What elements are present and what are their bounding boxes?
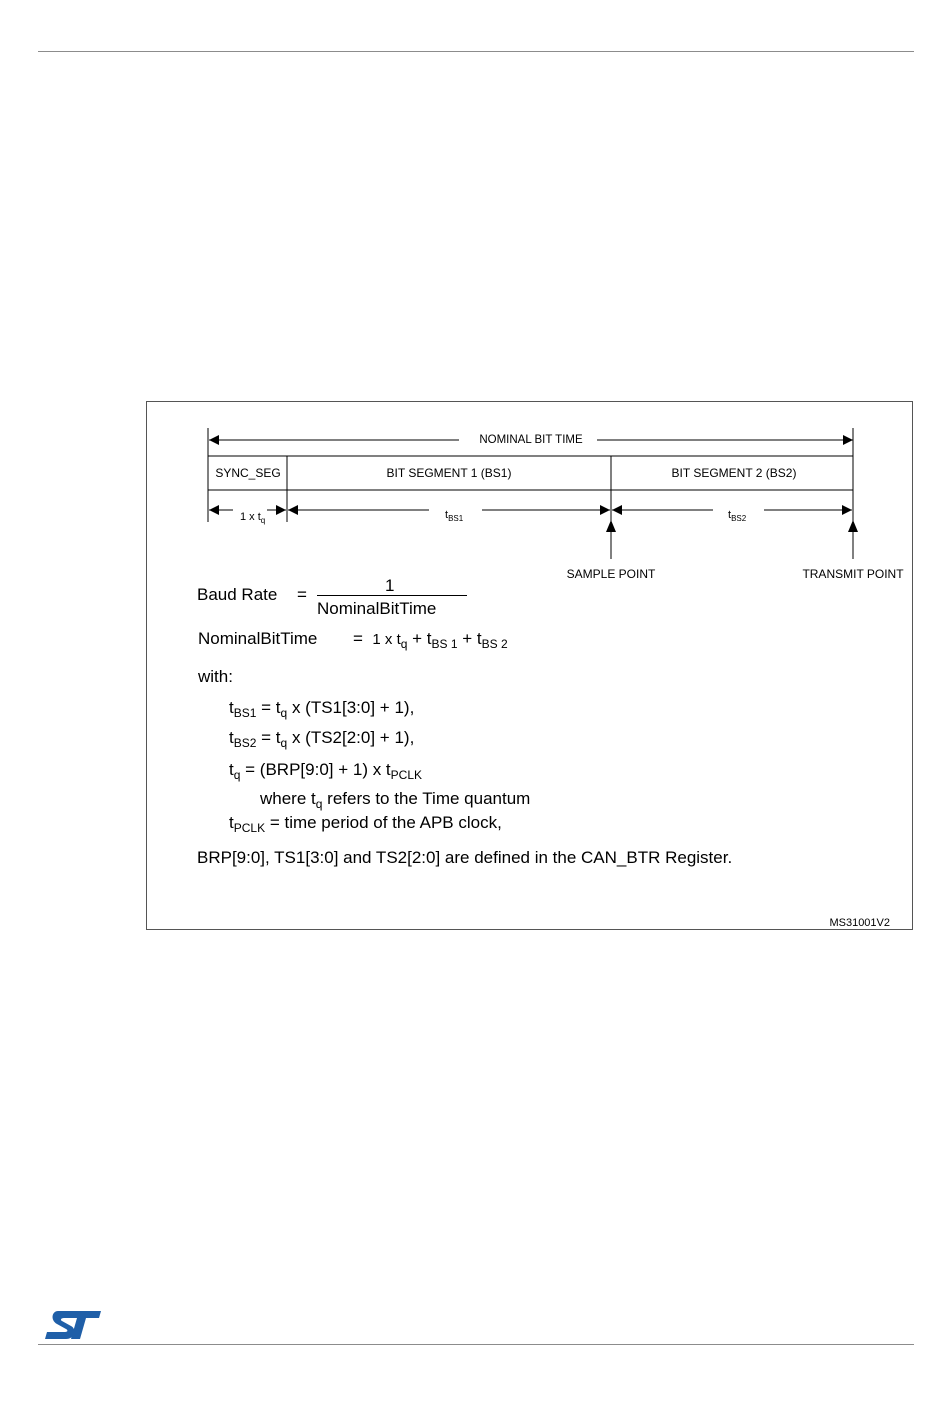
sample-point-arrow: [606, 520, 616, 559]
tq-equation: $t_q$ = (BRP[9:0] + 1) x $t_{PCLK}$: [229, 760, 423, 782]
baud-rate-denominator: NominalBitTime: [317, 599, 437, 618]
top-rule: [38, 51, 914, 52]
nbt-label: NominalBitTime: [198, 629, 318, 648]
nominal-arrow-right-icon: [843, 435, 853, 445]
bs2-label: BIT SEGMENT 2 (BS2): [671, 466, 797, 480]
nbt-equation: = 1 x $t_q + t_{BS 1} + t_{BS 2}$: [353, 629, 508, 651]
baud-rate-fraction-bar: [317, 595, 467, 596]
bit-timing-diagram: [147, 402, 912, 602]
nominal-arrow-left-icon: [209, 435, 219, 445]
bs2-duration-label: $t_{BS2}$: [728, 509, 747, 523]
tbs1-equation: $t_{BS1} = t_q$ x (TS1[3:0] + 1),: [229, 698, 415, 720]
tbs2-equation: $t_{BS2} = t_q$ x (TS2[2:0] + 1),: [229, 728, 415, 750]
sample-point-label: SAMPLE POINT: [566, 567, 656, 581]
baud-rate-equals: =: [297, 585, 307, 604]
baud-rate-label: Baud Rate: [197, 585, 278, 604]
sync-duration-label: 1 x $t_q$: [240, 511, 266, 525]
sync-seg-label: SYNC_SEG: [215, 466, 281, 480]
figure-code: MS31001V2: [829, 917, 890, 929]
with-label: with:: [198, 667, 233, 686]
baud-rate-numerator: 1: [385, 576, 395, 595]
bs1-label: BIT SEGMENT 1 (BS1): [386, 466, 512, 480]
figure-frame: [146, 401, 913, 930]
bottom-rule: [38, 1344, 914, 1345]
tq-description: where $t_q$ refers to the Time quantum: [260, 789, 531, 811]
transmit-point-arrow: [848, 520, 858, 559]
bs1-duration-label: $t_{BS1}$: [445, 509, 464, 523]
tpclk-description: $t_{PCLK}$ = time period of the APB clock,: [229, 813, 502, 835]
st-logo-icon: [44, 1310, 102, 1340]
transmit-point-label: TRANSMIT POINT: [802, 567, 904, 581]
register-note: BRP[9:0], TS1[3:0] and TS2[2:0] are defined in the CAN_BTR Register.: [197, 848, 733, 867]
nominal-bit-time-label: NOMINAL BIT TIME: [479, 434, 583, 446]
